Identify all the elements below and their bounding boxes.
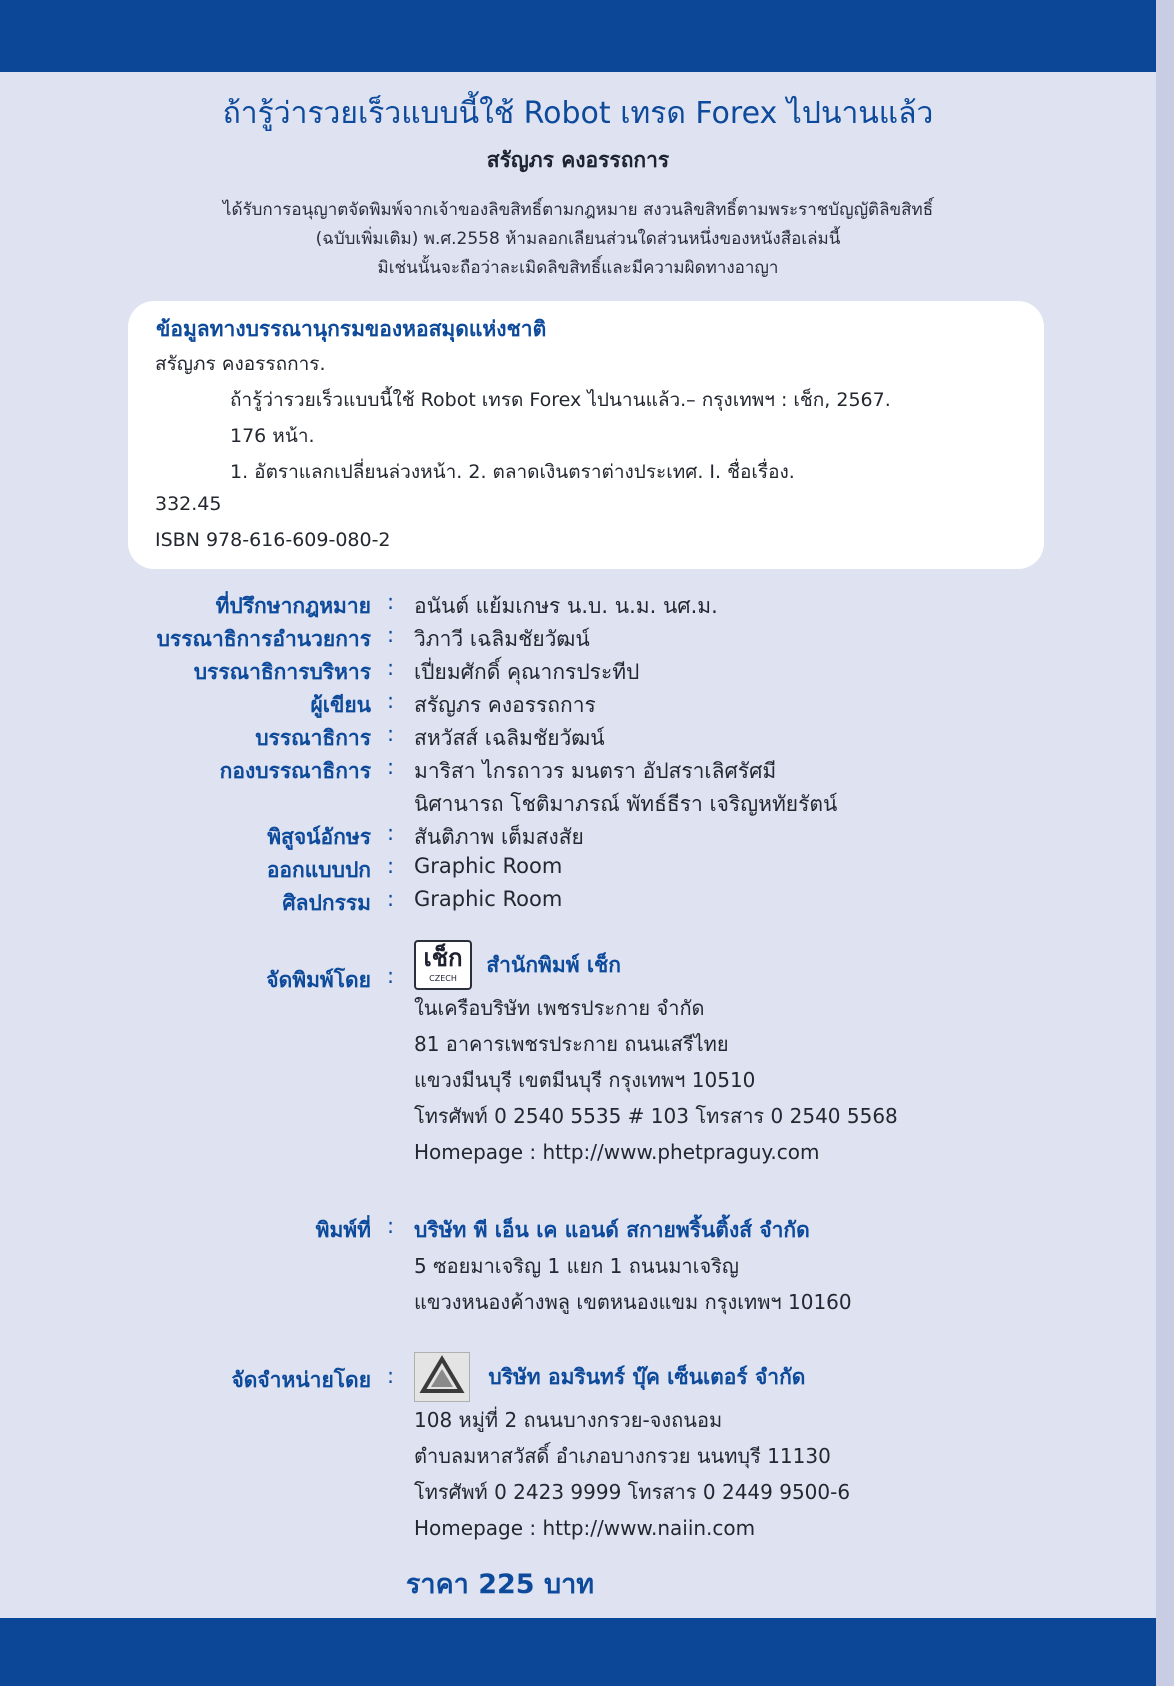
bottom-band [0,1618,1156,1686]
cip-isbn: ISBN 978-616-609-080-2 [155,529,391,551]
price-label: ราคา 225 บาท [405,1569,595,1600]
czech-logo-text: เช็ก [423,944,463,972]
credit-row [0,854,1156,887]
cip-title-entry: ถ้ารู้ว่ารวยเร็วแบบนี้ใช้ Robot เทรด Forex ไปนานแล้ว.– กรุงเทพฯ : เช็ก, 2567. [230,389,891,411]
credit-value: สรัญภร คงอรรถการ [414,693,596,717]
publisher-name: สำนักพิมพ์ เช็ก [486,952,622,977]
credit-value: Graphic Room [414,854,563,878]
book-author: สรัญภร คงอรรถการ [486,148,670,172]
publisher-label: จัดพิมพ์โดย [266,968,371,992]
top-band [0,0,1156,72]
copyright-line: ได้รับการอนุญาตจัดพิมพ์จากเจ้าของลิขสิทธิ์ตามกฎหมาย สงวนลิขสิทธิ์ตามพระราชบัญญัติลิขสิทธิ์ [222,200,934,220]
credit-row [0,821,1156,854]
credit-label: ออกแบบปก [266,858,371,882]
credit-label: ศิลปกรรม [282,891,371,915]
cip-pages: 176 หน้า. [230,425,315,447]
distributor-block [414,1352,850,1546]
cip-heading: ข้อมูลทางบรรณานุกรมของหอสมุดแห่งชาติ [156,317,547,341]
credit-colon: : [387,722,395,746]
credit-row [0,788,1156,821]
credit-label: บรรณาธิการอำนวยการ [156,627,371,651]
printer-block [414,1212,852,1320]
distributor-homepage: Homepage : http://www.naiin.com [414,1516,756,1540]
copyright-line: (ฉบับเพิ่มเติม) พ.ศ.2558 ห้ามลอกเลียนส่วนใดส่วนหนึ่งของหนังสือเล่มนี้ [315,229,841,249]
credit-value: วิภาวี เฉลิมชัยวัฒน์ [414,627,590,651]
printer-line: แขวงหนองค้างพลู เขตหนองแขม กรุงเทพฯ 10160 [414,1290,852,1314]
copyright-notice [0,196,1156,283]
credit-colon: : [387,821,395,845]
credit-value: มาริสา ไกรถาวร มนตรา อัปสราเลิศรัศมี [414,759,777,783]
credit-colon: : [387,854,395,878]
printer-name: บริษัท พี เอ็น เค แอนด์ สกายพริ้นติ้งส์ จำกัด [414,1218,810,1242]
credit-row [0,656,1156,689]
publisher-line: โทรศัพท์ 0 2540 5535 # 103 โทรสาร 0 2540 5568 [414,1104,898,1128]
credit-row [0,887,1156,920]
right-edge-strip [1156,0,1174,1686]
distributor-label: จัดจำหน่ายโดย [231,1368,371,1392]
credit-value: เปี่ยมศักดิ์ คุณากรประทีป [414,660,640,684]
amarin-triangle-svg [415,1353,469,1401]
credit-colon: : [387,623,395,647]
credit-row [0,755,1156,788]
credit-colon: : [387,656,395,680]
credit-colon: : [387,590,395,614]
publisher-line: แขวงมีนบุรี เขตมีนบุรี กรุงเทพฯ 10510 [414,1068,756,1092]
cip-classification: 332.45 [155,493,222,515]
credit-row [0,623,1156,656]
credit-label: กองบรรณาธิการ [219,759,371,783]
printer-label: พิมพ์ที่ [315,1218,371,1242]
publisher-line: ในเครือบริษัท เพชรประกาย จำกัด [414,996,705,1020]
cip-author-entry: สรัญภร คงอรรถการ. [155,353,326,375]
distributor-line: ตำบลมหาสวัสดิ์ อำเภอบางกรวย นนทบุรี 11130 [414,1444,831,1468]
credit-row [0,722,1156,755]
credit-row [0,590,1156,623]
cip-subjects: 1. อัตราแลกเปลี่ยนล่วงหน้า. 2. ตลาดเงินตราต่างประเทศ. I. ชื่อเรื่อง. [230,461,795,483]
credit-colon: : [387,689,395,713]
book-title: ถ้ารู้ว่ารวยเร็วแบบนี้ใช้ Robot เทรด Forex ไปนานแล้ว [222,96,934,131]
cip-data-box [128,301,1044,569]
publisher-colon: : [387,964,395,988]
credit-label: พิสูจน์อักษร [267,825,371,849]
czech-logo-subtext: CZECH [429,974,457,983]
copyright-line: มิเช่นนั้นจะถือว่าละเมิดลิขสิทธิ์และมีความผิดทางอาญา [377,258,779,278]
amarin-triangle-icon [414,1352,470,1402]
distributor-line: 108 หมู่ที่ 2 ถนนบางกรวย-จงถนอม [414,1408,723,1432]
distributor-line: โทรศัพท์ 0 2423 9999 โทรสาร 0 2449 9500-6 [414,1480,851,1504]
publisher-line: 81 อาคารเพชรประกาย ถนนเสรีไทย [414,1032,729,1056]
credit-colon: : [387,887,395,911]
distributor-name: บริษัท อมรินทร์ บุ๊ค เซ็นเตอร์ จำกัด [488,1364,806,1389]
credit-value: Graphic Room [414,887,563,911]
credit-value: อนันต์ แย้มเกษร น.บ. น.ม. นศ.ม. [414,594,718,618]
credit-value: สหวัสส์ เฉลิมชัยวัฒน์ [414,726,605,750]
publisher-homepage: Homepage : http://www.phetpraguy.com [414,1140,820,1164]
publisher-block [414,940,898,1170]
credit-colon: : [387,755,395,779]
credit-value: นิศานารถ โชติมาภรณ์ พัทธ์ธีรา เจริญหทัยรัตน์ [414,792,838,816]
distributor-colon: : [387,1364,395,1388]
credit-label: บรรณาธิการบริหาร [193,660,371,684]
credit-label: ที่ปรึกษากฎหมาย [215,594,371,618]
credit-value: สันติภาพ เต็มสงสัย [414,825,584,849]
credit-label: ผู้เขียน [310,693,371,717]
printer-line: 5 ซอยมาเจริญ 1 แยก 1 ถนนมาเจริญ [414,1254,739,1278]
czech-logo-icon [414,940,472,990]
credit-row [0,689,1156,722]
credit-label: บรรณาธิการ [255,726,371,750]
printer-colon: : [387,1214,395,1238]
